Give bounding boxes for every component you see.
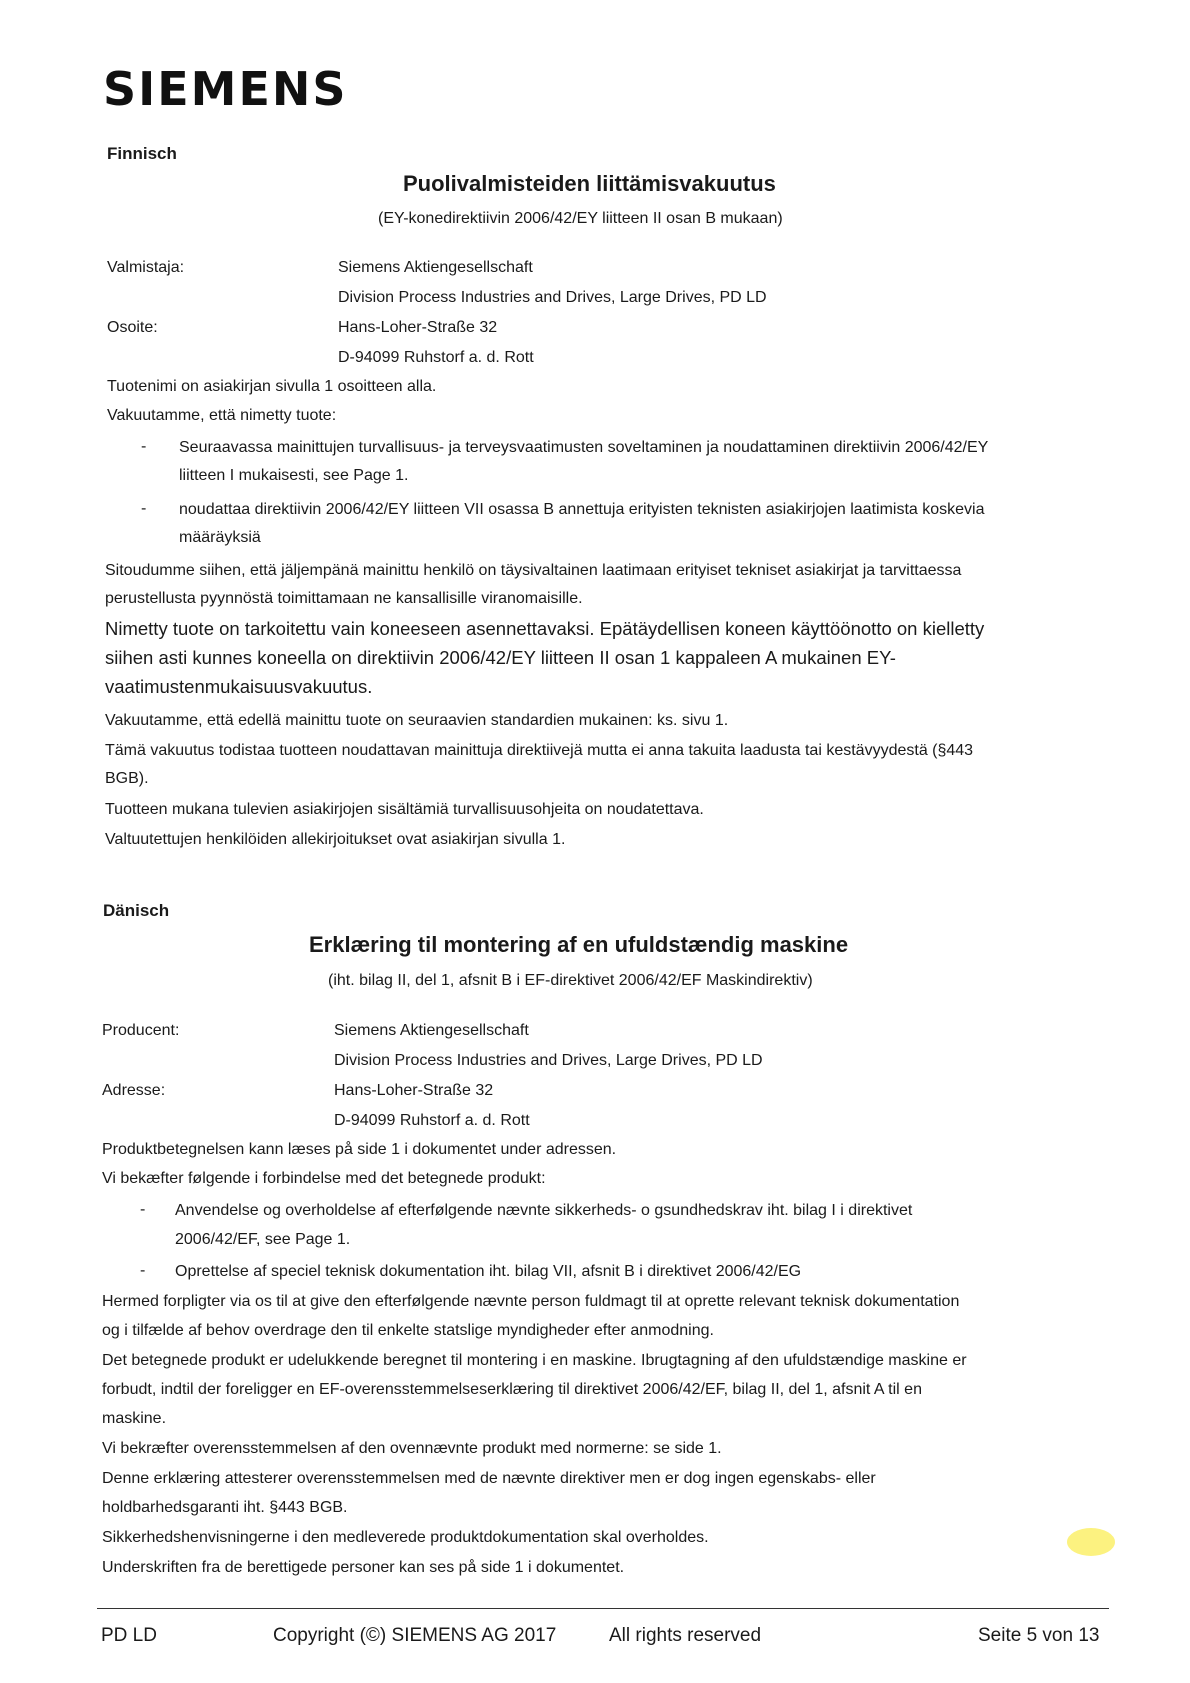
finnish-line: määräyksiä <box>179 529 261 546</box>
danish-line: Vi bekræfter overensstemmelsen af den ovennævnte produkt med normerne: se side 1. <box>102 1440 722 1457</box>
danish-line: og i tilfælde af behov overdrage den til enkelte statslige myndigheder efter anmodning. <box>102 1322 714 1339</box>
footer-divider <box>97 1608 1109 1609</box>
danish-line: Sikkerhedshenvisningerne i den medleverede produktdokumentation skal overholdes. <box>102 1529 709 1546</box>
danish-title: Erklæring til montering af en ufuldstændig maskine <box>309 932 849 957</box>
highlight-mark <box>1067 1528 1115 1556</box>
finnish-line: Seuraavassa mainittujen turvallisuus- ja terveysvaatimusten soveltaminen ja noudattaminen direktiivin 2006/42/EY <box>179 439 989 456</box>
danish-line: 2006/42/EF, see Page 1. <box>175 1231 351 1248</box>
finnish-line: Valtuutettujen henkilöiden allekirjoitukset ovat asiakirjan sivulla 1. <box>105 831 566 848</box>
danish-line: Oprettelse af speciel teknisk dokumentation iht. bilag VII, afsnit B i direktivet 2006/42/EG <box>175 1263 802 1280</box>
siemens-logo: SIEMENS <box>103 62 348 116</box>
finnish-subtitle: (EY-konedirektiivin 2006/42/EY liitteen II osan B mukaan) <box>378 210 783 227</box>
bullet-dash: - <box>141 500 147 517</box>
danish-division: Division Process Industries and Drives, Large Drives, PD LD <box>334 1052 763 1069</box>
danish-line: holdbarhedsgaranti iht. §443 BGB. <box>102 1499 348 1516</box>
bullet-dash: - <box>140 1262 146 1279</box>
footer-rights: All rights reserved <box>609 1625 762 1646</box>
finnish-line: vaatimustenmukaisuusvakuutus. <box>105 676 373 697</box>
danish-line: Det betegnede produkt er udelukkende beregnet til montering i en maskine. Ibrugtagning af den ufuldstændige maskine er <box>102 1352 967 1369</box>
danish-line: Underskriften fra de berettigede personer kan ses på side 1 i dokumentet. <box>102 1559 625 1576</box>
finnish-city: D-94099 Ruhstorf a. d. Rott <box>338 349 534 366</box>
danish-address-label: Adresse: <box>102 1082 166 1099</box>
finnish-line: liitteen I mukaisesti, see Page 1. <box>179 467 409 484</box>
bullet-dash: - <box>140 1201 146 1218</box>
finnish-line: noudattaa direktiivin 2006/42/EY liitteen VII osassa B annettuja erityisten teknisten asiakirjojen laatimista koskevia <box>179 501 985 518</box>
danish-line: Hermed forpligter via os til at give den efterfølgende nævnte person fuldmagt til at oprette relevant teknisk dokumentation <box>102 1293 960 1310</box>
danish-city: D-94099 Ruhstorf a. d. Rott <box>334 1112 530 1129</box>
footer-copyright: Copyright (©) SIEMENS AG 2017 <box>273 1625 557 1646</box>
danish-subtitle: (iht. bilag II, del 1, afsnit B i EF-direktivet 2006/42/EF Maskindirektiv) <box>328 972 813 989</box>
finnish-line: perustellusta pyynnöstä toimittamaan ne kansallisille viranomaisille. <box>105 590 583 607</box>
finnish-street: Hans-Loher-Straße 32 <box>338 319 498 336</box>
finnish-line: Tuotteen mukana tulevien asiakirjojen sisältämiä turvallisuusohjeita on noudatettava. <box>105 801 704 818</box>
finnish-division: Division Process Industries and Drives, Large Drives, PD LD <box>338 289 767 306</box>
danish-street: Hans-Loher-Straße 32 <box>334 1082 494 1099</box>
finnish-line: Sitoudumme siihen, että jäljempänä mainittu henkilö on täysivaltainen laatimaan erityiset tekniset asiakirjat ja tarvittaessa <box>105 562 962 579</box>
footer-department: PD LD <box>101 1625 157 1646</box>
language-label-finnish: Finnisch <box>107 144 177 163</box>
bullet-dash: - <box>141 438 147 455</box>
finnish-title: Puolivalmisteiden liittämisvakuutus <box>403 171 776 196</box>
finnish-line: Vakuutamme, että nimetty tuote: <box>107 407 337 424</box>
finnish-line: Tämä vakuutus todistaa tuotteen noudattavan mainittuja direktiivejä mutta ei anna takuita laadusta tai kestävyydestä (§443 <box>105 742 974 759</box>
danish-company: Siemens Aktiengesellschaft <box>334 1022 529 1039</box>
language-label-danish: Dänisch <box>103 901 170 920</box>
danish-line: Denne erklæring attesterer overensstemmelsen med de nævnte direktiver men er dog ingen egenskabs- eller <box>102 1470 876 1487</box>
danish-line: maskine. <box>102 1410 167 1427</box>
danish-line: Anvendelse og overholdelse af efterfølgende nævnte sikkerheds- o gsundhedskrav iht. bilag I i direktivet <box>175 1202 913 1219</box>
finnish-line: siihen asti kunnes koneella on direktiivin 2006/42/EY liitteen II osan 1 kappaleen A mukainen EY- <box>105 647 896 668</box>
danish-line: Produktbetegnelsen kann læses på side 1 i dokumentet under adressen. <box>102 1141 617 1158</box>
footer-page-number: Seite 5 von 13 <box>978 1625 1100 1646</box>
finnish-line: Vakuutamme, että edellä mainittu tuote on seuraavien standardien mukainen: ks. sivu 1. <box>105 712 729 729</box>
danish-line: forbudt, indtil der foreligger en EF-overensstemmelseserklæring til direktivet 2006/42/EF, bilag II, del 1, afsnit A til en <box>102 1381 922 1398</box>
finnish-line: BGB). <box>105 770 149 787</box>
finnish-line: Nimetty tuote on tarkoitettu vain koneeseen asennettavaksi. Epätäydellisen koneen käyttöönotto on kielletty <box>105 618 985 639</box>
finnish-address-label: Osoite: <box>107 319 158 336</box>
danish-line: Vi bekæfter følgende i forbindelse med det betegnede produkt: <box>102 1170 546 1187</box>
finnish-company: Siemens Aktiengesellschaft <box>338 259 533 276</box>
finnish-line: Tuotenimi on asiakirjan sivulla 1 osoitteen alla. <box>107 378 437 395</box>
finnish-manufacturer-label: Valmistaja: <box>107 259 185 276</box>
danish-manufacturer-label: Producent: <box>102 1022 180 1039</box>
